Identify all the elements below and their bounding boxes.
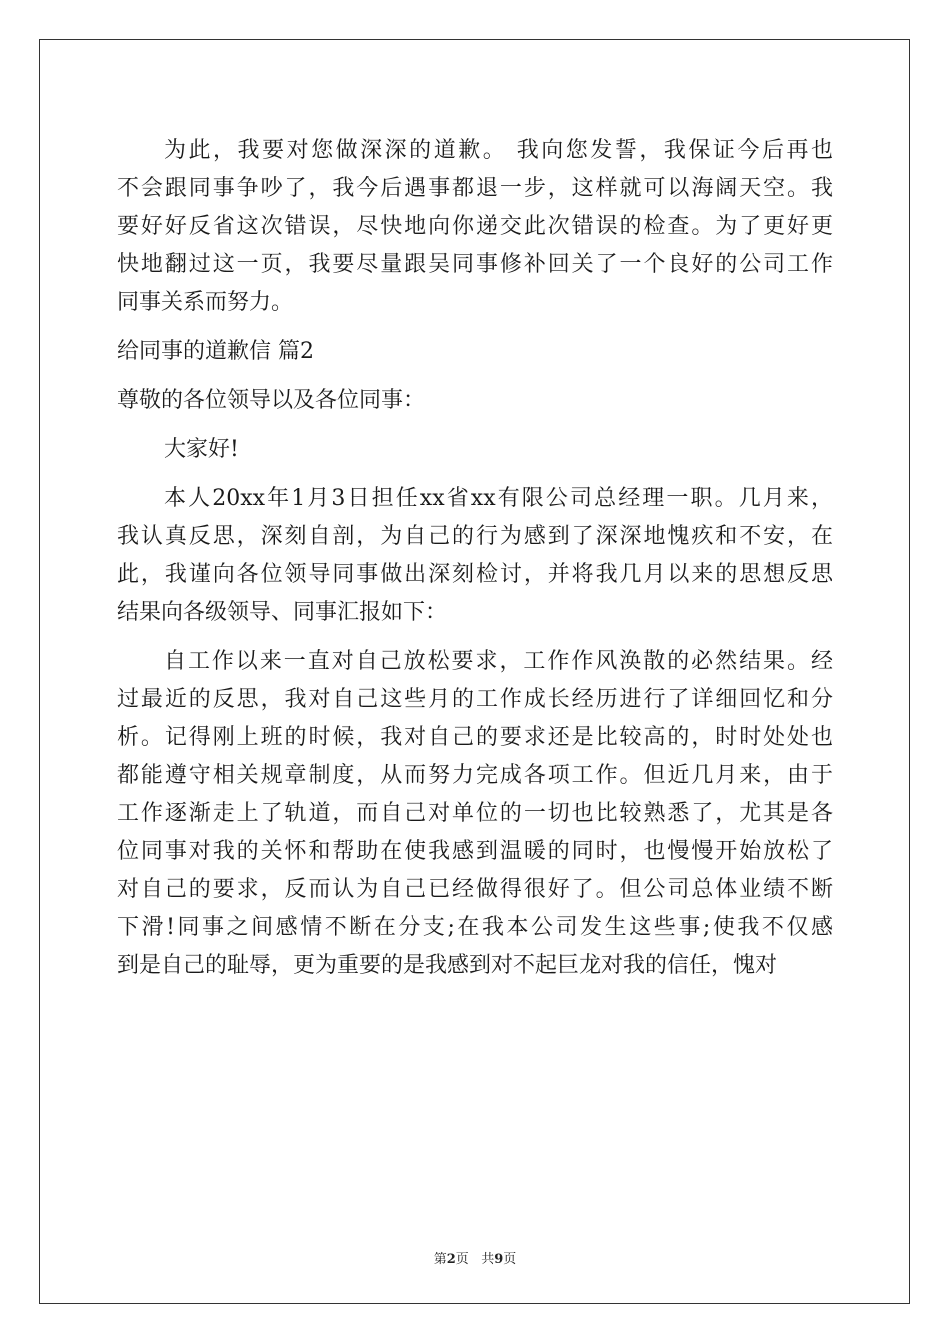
text-line: 到是自己的耻辱，更为重要的是我感到对不起巨龙对我的信任，愧对: [117, 953, 778, 978]
total-page-number: 9: [494, 1252, 504, 1267]
text-line: 析。记得刚上班的时候，我对自己的要求还是比较高的，时时处处也: [117, 725, 833, 750]
paragraph: [117, 333, 833, 371]
text-line: 为此，我要对您做深深的道歉。 我向您发誓，我保证今后再也: [164, 138, 833, 163]
text-line: 对自己的要求，反而认为自己已经做得很好了。但公司总体业绩不断: [117, 877, 833, 902]
paragraph: [117, 431, 833, 469]
text-line: 本人20xx年1月3日担任xx省xx有限公司总经理一职。几月来，: [164, 486, 833, 511]
footer-total-suffix: 页: [503, 1252, 517, 1267]
text-line: 工作逐渐走上了轨道，而自己对单位的一切也比较熟悉了，尤其是各: [117, 801, 833, 826]
text-line: 不会跟同事争吵了，我今后遇事都退一步，这样就可以海阔天空。我: [117, 176, 833, 201]
text-line: 给同事的道歉信 篇2: [117, 339, 314, 364]
text-line: 下滑!同事之间感情不断在分支;在我本公司发生这些事;使我不仅感: [117, 915, 833, 940]
text-line: 自工作以来一直对自己放松要求，工作作风涣散的必然结果。经: [164, 649, 833, 674]
paragraph: [117, 480, 833, 632]
text-line: 都能遵守相关规章制度，从而努力完成各项工作。但近几月来，由于: [117, 763, 833, 788]
paragraph: [117, 643, 833, 985]
current-page-number: 2: [446, 1252, 456, 1267]
footer-page-suffix: 页: [455, 1252, 469, 1267]
text-line: 我认真反思，深刻自剖，为自己的行为感到了深深地愧疚和不安，在: [117, 524, 833, 549]
text-line: 位同事对我的关怀和帮助在使我感到温暖的同时，也慢慢开始放松了: [117, 839, 833, 864]
footer-prefix: 第: [433, 1252, 447, 1267]
text-line: 过最近的反思，我对自己这些月的工作成长经历进行了详细回忆和分: [117, 687, 833, 712]
page-footer: [0, 1248, 950, 1267]
paragraph: [117, 132, 833, 322]
text-line: 要好好反省这次错误，尽快地向你递交此次错误的检查。为了更好更: [117, 214, 833, 239]
footer-total-prefix: 共: [481, 1252, 495, 1267]
document-body: [117, 132, 833, 996]
text-line: 此，我谨向各位领导同事做出深刻检讨，并将我几月以来的思想反思: [117, 562, 833, 587]
text-line: 快地翻过这一页，我要尽量跟吴同事修补回关了一个良好的公司工作: [117, 252, 833, 277]
text-line: 大家好!: [164, 437, 239, 462]
text-line: 同事关系而努力。: [117, 290, 294, 315]
text-line: 尊敬的各位领导以及各位同事：: [117, 388, 426, 413]
text-line: 结果向各级领导、同事汇报如下：: [117, 600, 448, 625]
paragraph: [117, 382, 833, 420]
